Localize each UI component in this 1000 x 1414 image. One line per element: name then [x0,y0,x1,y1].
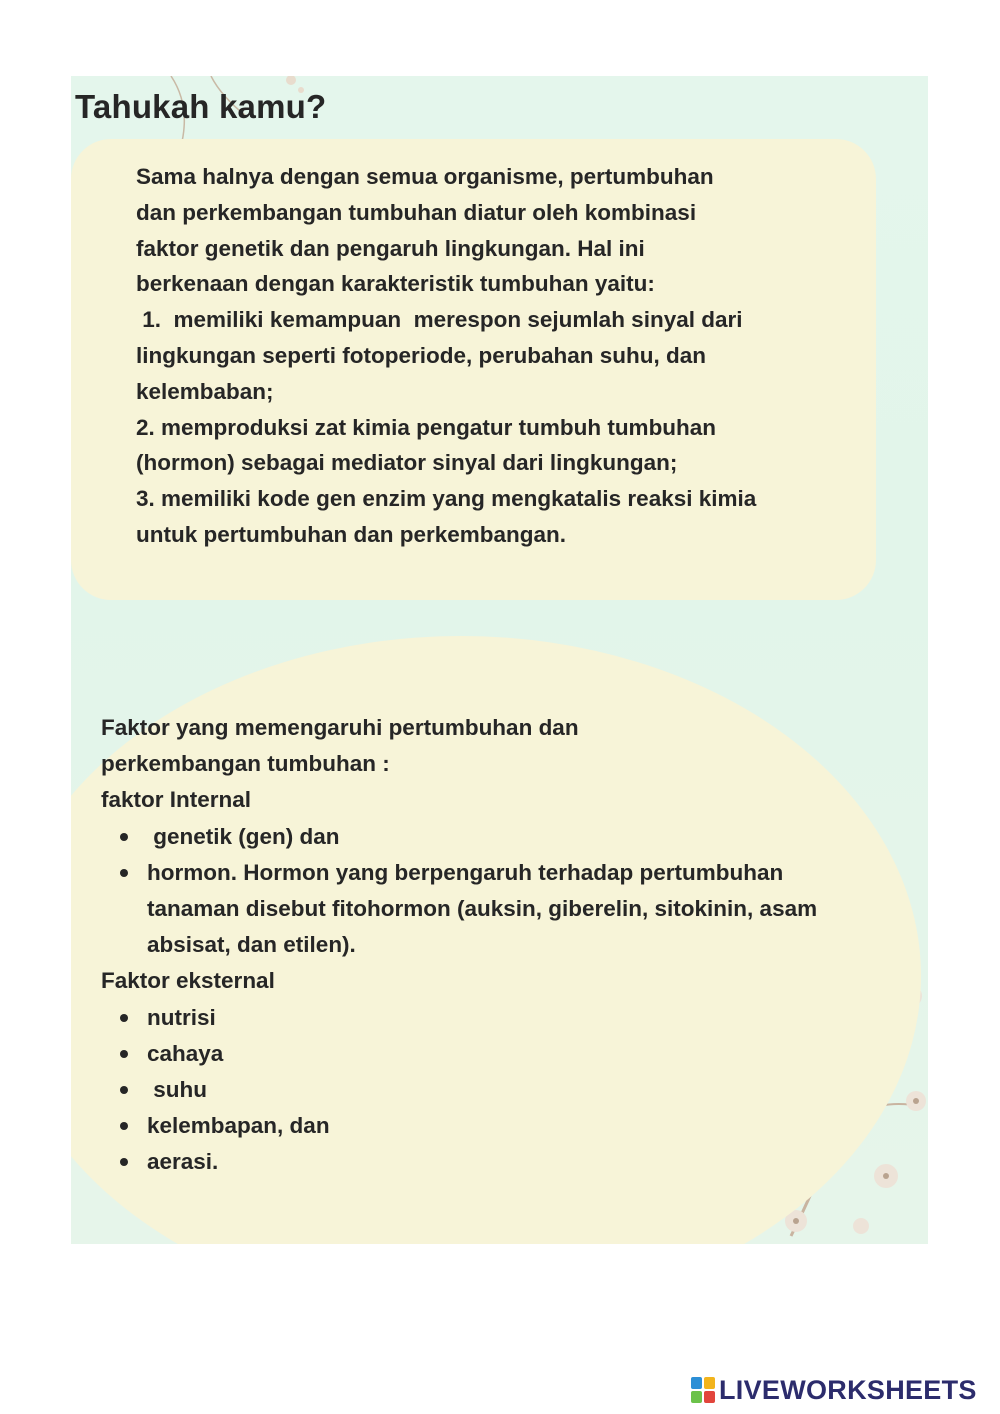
list-item: genetik (gen) dan [147,819,821,855]
info-line: Sama halnya dengan semua organisme, pertumbuhan [136,164,714,189]
info-line: untuk pertumbuhan dan perkembangan. [136,521,567,547]
info-line: (hormon) sebagai mediator sinyal dari lingkungan; [136,450,678,476]
info-line: lingkungan seperti fotoperiode, perubahan suhu, dan [136,342,707,368]
list-item: cahaya [147,1036,821,1072]
info-line: 3. memiliki kode gen enzim yang mengkatalis reaksi kimia [136,486,757,512]
list-item: kelembapan, dan [147,1108,821,1144]
list-item: suhu [147,1072,821,1108]
factors-heading: perkembangan tumbuhan : [101,751,390,777]
list-item: aerasi. [147,1144,821,1180]
list-item: hormon. Hormon yang berpengaruh terhadap pertumbuhan tanaman disebut fitohormon (auksin, giberelin, sitokinin, asam absisat, dan etilen). [147,855,821,964]
factors-text [101,710,821,1181]
liveworksheets-brand[interactable] [691,1374,977,1406]
external-factor-label: Faktor eksternal [101,968,275,994]
list-item: nutrisi [147,1000,821,1036]
info-box [71,139,876,600]
info-line: faktor genetik dan pengaruh lingkungan. Hal ini [136,235,645,261]
internal-factor-list [101,819,821,964]
info-line: dan perkembangan tumbuhan diatur oleh kombinasi [136,199,697,225]
internal-factor-label: faktor Internal [101,787,252,813]
factors-heading: Faktor yang memengaruhi pertumbuhan dan [101,715,579,740]
info-line: kelembaban; [136,378,274,404]
info-line: berkenaan dengan karakteristik tumbuhan yaitu: [136,271,655,297]
page-title: Tahukah kamu? [75,88,327,125]
brand-name: LIVEWORKSHEETS [719,1374,977,1405]
liveworksheets-logo-icon [691,1377,715,1403]
info-box-text [136,159,856,553]
info-line: 2. memproduksi zat kimia pengatur tumbuh tumbuhan [136,414,717,440]
info-line: 1. memiliki kemampuan merespon sejumlah sinyal dari [136,307,743,333]
worksheet-page [71,76,928,1244]
external-factor-list [101,1000,821,1181]
